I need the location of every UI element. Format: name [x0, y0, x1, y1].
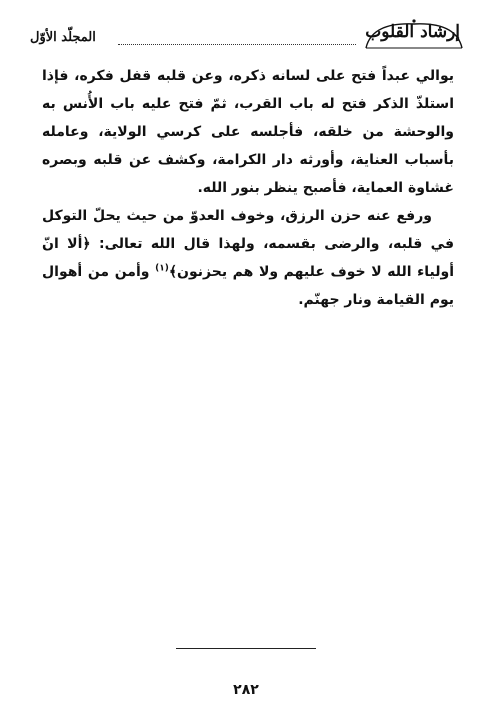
volume-label: المجلّد الأوّل [30, 30, 96, 45]
page-number: ٢٨٢ [233, 682, 259, 698]
book-title: إرشاد القلوب [365, 22, 460, 42]
paragraph-2-text: ورفع عنه حزن الرزق، وخوف العدوّ من حيث يحلّ التوكل في قلبه، والرضى بقسمه، ولهذا قال الله تعالى: [42, 208, 454, 252]
paragraph-2-text-end: وأمن من أهوال يوم القيامة ونار جهنّم. [42, 264, 454, 308]
paragraph-2 [42, 202, 454, 314]
footnote-reference[interactable]: (١) [155, 263, 169, 274]
footnote-separator [176, 648, 316, 649]
header-dotted-rule [118, 44, 356, 45]
paragraph-1: يوالي عبداً فتح على لسانه ذكره، وعن قلبه قفل فكره، فإذا استلذّ الذكر فتح له باب القرب، ثمّ فتح عليه باب الأُنس به والوحشة من خلقه، فأجلسه على كرسي الولاية، وعامله بأسباب العناية، وأورثه دار الكرامة، وكشف عن قلبه وبصره غشاوة العماية، فأصبح ينظر بنور الله. [42, 68, 454, 196]
quran-verse: ﴿ألا انّ أولياء الله لا خوف عليهم ولا هم يحزنون﴾ [42, 236, 455, 280]
page-header [30, 14, 466, 54]
main-text [42, 62, 454, 314]
book-title-logo [362, 18, 466, 52]
